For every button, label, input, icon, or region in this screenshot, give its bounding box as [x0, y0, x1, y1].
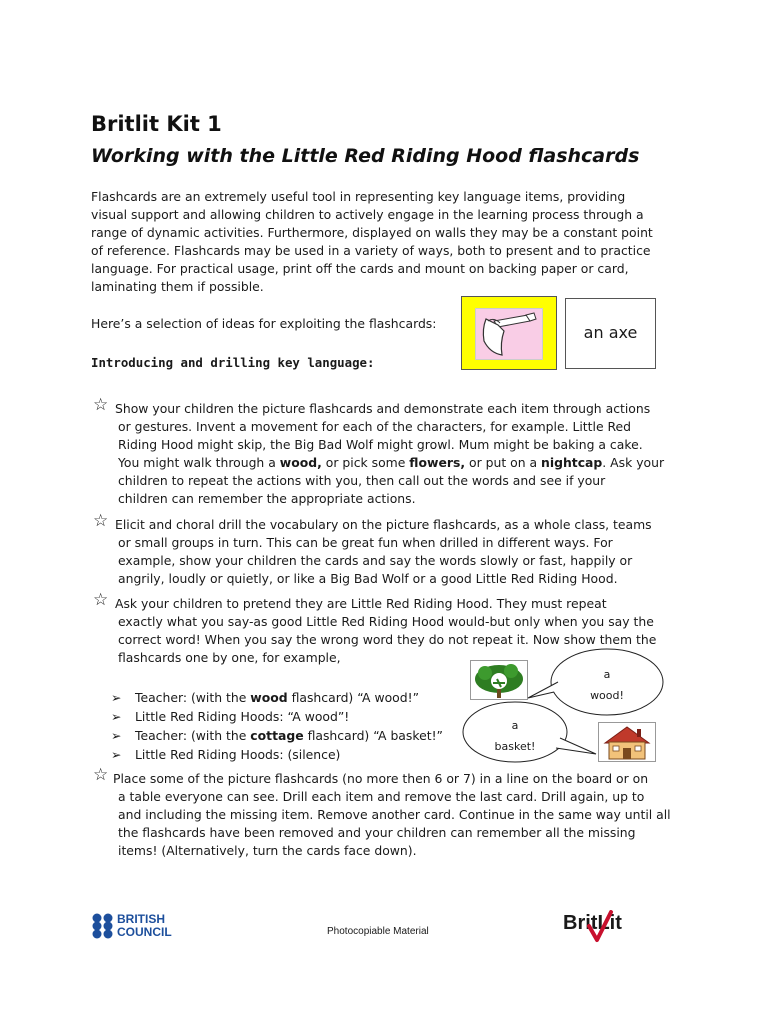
bullet-line [93, 454, 703, 472]
bullet-line: children to repeat the actions with you, then call out the words and see if your [118, 473, 606, 488]
bullet-item [93, 511, 703, 588]
page-title: Britlit Kit 1 [91, 112, 222, 136]
keyword-flowers: flowers, [409, 455, 466, 470]
text-segment: flashcard) “A basket!” [303, 728, 443, 743]
bullet-line: angrily, loudly or quietly, or like a Big Bad Wolf or a good Little Red Riding Hood. [118, 571, 618, 586]
text-segment: . Ask your [602, 455, 665, 470]
logo-line: COUNCIL [117, 925, 172, 939]
bullet-line: children can remember the appropriate actions. [118, 491, 416, 506]
british-council-logo-text [117, 913, 172, 939]
axe-icon [476, 309, 542, 359]
bullet-line: Ask your children to pretend they are Little Red Riding Hood. They must repeat [115, 596, 607, 611]
bullet-line: Elicit and choral drill the vocabulary on the picture flashcards, as a whole class, teams [115, 517, 652, 532]
intro-line: visual support and allowing children to actively engage in the learning process through a [91, 207, 644, 222]
bubble-line: a [511, 719, 519, 732]
bullet-line: and including the missing item. Remove another card. Continue in the same way until all [118, 807, 671, 822]
bullet-line: or gestures. Invent a movement for each of the characters, for example. Little Red [118, 419, 632, 434]
bullet-line: or small groups in turn. This can be great fun when drilled in different ways. For [118, 535, 613, 550]
bubble-line: wood! [590, 689, 624, 702]
cottage-flashcard [598, 722, 656, 762]
britlit-logo-text: BritLit [563, 912, 622, 934]
bullet-line: example, show your children the cards and say the words slowly or fast, happily or [118, 553, 633, 568]
intro-line: Flashcards are an extremely useful tool in representing key language items, providing [91, 189, 626, 204]
british-council-logo-icon [91, 912, 117, 940]
keyword-wood: wood, [279, 455, 322, 470]
star-icon: ☆ [93, 511, 109, 531]
arrow-bullet-icon: ➢ [111, 728, 122, 743]
bullet-line: the flashcards have been removed and your children can remember all the missing [118, 825, 636, 840]
word-flashcard-label: an axe [583, 323, 638, 342]
intro-line: language. For practical usage, print off the cards and mount on backing paper or card, [91, 261, 629, 276]
picture-flashcard [461, 296, 557, 370]
bullet-line: Show your children the picture flashcards and demonstrate each item through actions [115, 401, 651, 416]
intro-line: laminating them if possible. [91, 279, 264, 294]
word-flashcard [565, 298, 656, 369]
wood-flashcard [470, 660, 528, 700]
text-segment: flashcard) “A wood!” [287, 690, 419, 705]
dialogue-line: Little Red Riding Hoods: “A wood”! [135, 709, 350, 724]
keyword-wood: wood [250, 690, 288, 705]
logo-line: BRITISH [117, 912, 165, 926]
text-segment: Teacher: (with the [135, 690, 251, 705]
star-icon: ☆ [93, 395, 109, 415]
cottage-icon [599, 723, 655, 761]
text-segment: You might walk through a [118, 455, 280, 470]
checkmark-icon [585, 910, 615, 944]
star-icon: ☆ [93, 765, 109, 785]
intro-line: of reference. Flashcards may be used in a variety of ways, both to present and to practice [91, 243, 651, 258]
intro-paragraph [91, 188, 691, 296]
keyword-cottage: cottage [250, 728, 304, 743]
dialogue-line [135, 690, 419, 705]
bullet-line: items! (Alternatively, turn the cards face down). [118, 843, 417, 858]
page-subtitle: Working with the Little Red Riding Hood flashcards [91, 145, 640, 167]
keyword-nightcap: nightcap [541, 455, 603, 470]
text-segment: or pick some [321, 455, 410, 470]
footer-note: Photocopiable Material [327, 926, 429, 937]
dialogue-line: Little Red Riding Hoods: (silence) [135, 747, 341, 762]
bubble-line: a [603, 668, 611, 681]
text-segment: or put on a [465, 455, 542, 470]
bullet-item [93, 395, 703, 508]
bullet-line: correct word! When you say the wrong word they do not repeat it. Now show them the [118, 632, 657, 647]
tree-icon [471, 661, 527, 699]
bubble-line: basket! [494, 740, 536, 753]
bullet-item [93, 765, 703, 860]
text-segment: Teacher: (with the [135, 728, 251, 743]
picture-flashcard-inner [475, 308, 543, 360]
selection-text: Here’s a selection of ideas for exploiting the flashcards: [91, 316, 437, 331]
bullet-line: Riding Hood might skip, the Big Bad Wolf might growl. Mum might be baking a cake. [118, 437, 643, 452]
bullet-line: flashcards one by one, for example, [118, 650, 341, 665]
arrow-bullet-icon: ➢ [111, 690, 122, 705]
star-icon: ☆ [93, 590, 109, 610]
arrow-bullet-icon: ➢ [111, 747, 122, 762]
section-heading: Introducing and drilling key language: [91, 355, 375, 370]
bullet-line: a table everyone can see. Drill each item and remove the last card. Drill again, up to [118, 789, 645, 804]
bullet-line: exactly what you say-as good Little Red Riding Hood would-but only when you say the [118, 614, 654, 629]
bullet-line: Place some of the picture flashcards (no more then 6 or 7) in a line on the board or on [113, 771, 649, 786]
dialogue-line [135, 728, 443, 743]
arrow-bullet-icon: ➢ [111, 709, 122, 724]
speech-bubble-text [468, 715, 562, 757]
intro-line: range of dynamic activities. Furthermore, displayed on walls they may be a constant point [91, 225, 653, 240]
